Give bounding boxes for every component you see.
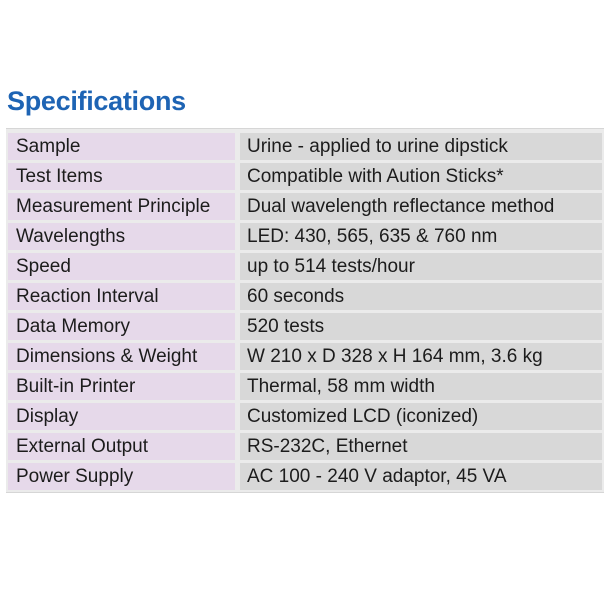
table-row bbox=[6, 373, 604, 400]
table-row bbox=[6, 283, 604, 310]
spec-label: Reaction Interval bbox=[8, 283, 235, 310]
spec-label: Display bbox=[8, 403, 235, 430]
spec-label: Data Memory bbox=[8, 313, 235, 340]
spec-label: Sample bbox=[8, 133, 235, 160]
table-row bbox=[6, 313, 604, 340]
spec-value: Thermal, 58 mm width bbox=[240, 373, 602, 400]
table-row bbox=[6, 133, 604, 160]
spec-value: 520 tests bbox=[240, 313, 602, 340]
table-row bbox=[6, 433, 604, 460]
spec-label: Dimensions & Weight bbox=[8, 343, 235, 370]
spec-value: Customized LCD (iconized) bbox=[240, 403, 602, 430]
spec-value: W 210 x D 328 x H 164 mm, 3.6 kg bbox=[240, 343, 602, 370]
table-row bbox=[6, 463, 604, 490]
spec-label: Speed bbox=[8, 253, 235, 280]
spec-value: LED: 430, 565, 635 & 760 nm bbox=[240, 223, 602, 250]
table-row bbox=[6, 193, 604, 220]
spec-value: 60 seconds bbox=[240, 283, 602, 310]
table-row bbox=[6, 163, 604, 190]
spec-value: AC 100 - 240 V adaptor, 45 VA bbox=[240, 463, 602, 490]
spec-label: Wavelengths bbox=[8, 223, 235, 250]
spec-value: Compatible with Aution Sticks* bbox=[240, 163, 602, 190]
table-row bbox=[6, 343, 604, 370]
page-title: Specifications bbox=[7, 86, 186, 116]
spec-value: up to 514 tests/hour bbox=[240, 253, 602, 280]
spec-value: Urine - applied to urine dipstick bbox=[240, 133, 602, 160]
spec-value: RS-232C, Ethernet bbox=[240, 433, 602, 460]
spec-label: Measurement Principle bbox=[8, 193, 235, 220]
spec-value: Dual wavelength reflectance method bbox=[240, 193, 602, 220]
spec-label: Test Items bbox=[8, 163, 235, 190]
spec-label: External Output bbox=[8, 433, 235, 460]
spec-label: Built-in Printer bbox=[8, 373, 235, 400]
spec-label: Power Supply bbox=[8, 463, 235, 490]
table-row bbox=[6, 223, 604, 250]
table-row bbox=[6, 403, 604, 430]
table-row bbox=[6, 253, 604, 280]
specifications-table bbox=[6, 128, 604, 493]
